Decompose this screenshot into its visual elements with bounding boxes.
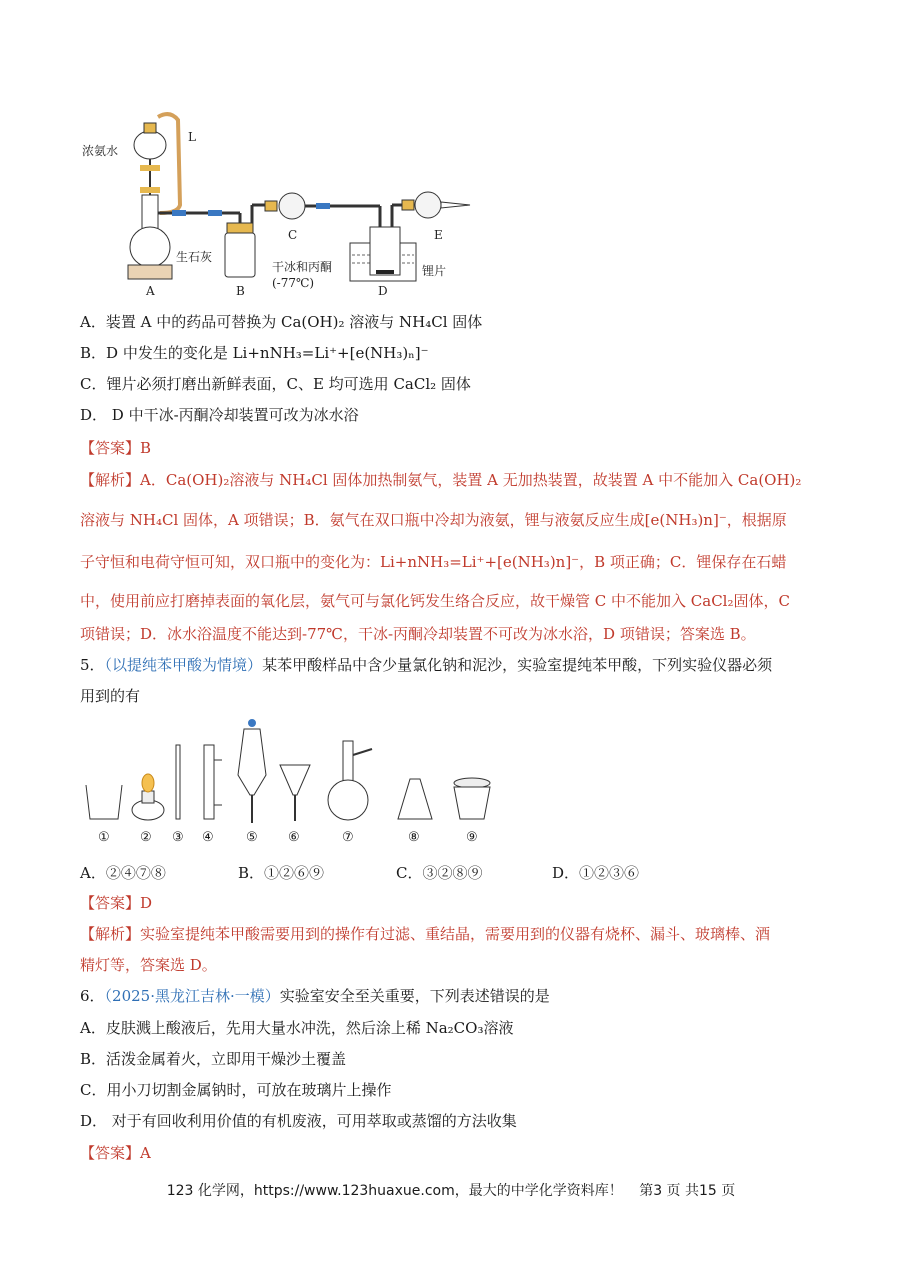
q4-option-d: D． D 中干冰-丙酮冷却装置可改为冰水浴 xyxy=(80,406,359,424)
label-L: L xyxy=(188,130,196,144)
q5-analysis-1: 【解析】实验室提纯苯甲酸需要用到的操作有过滤、重结晶，需要用到的仪器有烧杯、漏斗、玻璃棒、酒 xyxy=(80,925,771,943)
label-D: D xyxy=(378,284,388,298)
q6-option-b: B．活泼金属着火，立即用干燥沙土覆盖 xyxy=(80,1050,347,1068)
q5-option-d: D．①②③⑥ xyxy=(552,864,640,882)
q5-number: 5． xyxy=(80,656,105,674)
footer-site: 123 化学网，https://www.123huaxue.com，最大的中学化学资料库！ xyxy=(166,1183,623,1199)
instrument-number: ⑤ xyxy=(246,830,258,845)
q4-analysis-5: 项错误；D．冰水浴温度不能达到-77℃，干冰-丙酮冷却装置不可改为冰水浴，D 项错误；答案选 B。 xyxy=(80,625,756,643)
q5-stem-1: 5．（以提纯苯甲酸为情境）某苯甲酸样品中含少量氯化钠和泥沙，实验室提纯苯甲酸，下列实验仪器必须 xyxy=(80,656,773,674)
instrument-number: ⑨ xyxy=(466,830,478,845)
q4-analysis-1: 【解析】A．Ca(OH)₂溶液与 NH₄Cl 固体加热制氨气，装置 A 无加热装置，故装置 A 中不能加入 Ca(OH)₂ xyxy=(80,471,802,489)
label-A: A xyxy=(146,284,155,298)
instrument-number: ⑧ xyxy=(408,830,420,845)
instrument-number: ⑦ xyxy=(342,830,354,845)
q6-option-d: D． 对于有回收利用价值的有机废液，可用萃取或蒸馏的方法收集 xyxy=(80,1112,517,1130)
q6-stem: 6．（2025·黑龙江吉林·一模）实验室安全至关重要，下列表述错误的是 xyxy=(80,987,550,1005)
instrument-number: ② xyxy=(140,830,152,845)
q6-option-a: A．皮肤溅上酸液后，先用大量水冲洗，然后涂上稀 Na₂CO₃溶液 xyxy=(80,1019,514,1037)
q4-option-a: A．装置 A 中的药品可替换为 Ca(OH)₂ 溶液与 NH₄Cl 固体 xyxy=(80,313,483,331)
q4-option-b: B．D 中发生的变化是 Li+nNH₃=Li⁺+[e(NH₃)ₙ]⁻ xyxy=(80,344,429,362)
instrument-number: ⑥ xyxy=(288,830,300,845)
q4-option-c: C．锂片必须打磨出新鲜表面，C、E 均可选用 CaCl₂ 固体 xyxy=(80,375,471,393)
q4-analysis-4: 中，使用前应打磨掉表面的氧化层，氨气可与氯化钙发生络合反应，故干燥管 C 中不能加入 CaCl₂固体，C xyxy=(80,592,790,610)
q5-option-c: C．③②⑧⑨ xyxy=(396,864,483,882)
footer-page: 第3 页 共15 页 xyxy=(639,1183,736,1199)
q4-analysis-3: 子守恒和电荷守恒可知，双口瓶中的变化为：Li+nNH₃=Li⁺+[e(NH₃)n]⁻，B 项正确；C．锂保存在石蜡 xyxy=(80,553,787,571)
label-C: C xyxy=(288,228,298,242)
instrument-number: ① xyxy=(98,830,110,845)
q5-analysis-2: 精灯等，答案选 D。 xyxy=(80,956,217,974)
instrument-number: ④ xyxy=(202,830,214,845)
q6-option-c: C．用小刀切割金属钠时，可放在玻璃片上操作 xyxy=(80,1081,392,1099)
q6-answer: 【答案】A xyxy=(80,1144,151,1162)
q5-option-b: B．①②⑥⑨ xyxy=(238,864,325,882)
label-B: B xyxy=(236,284,245,298)
q4-answer: 【答案】B xyxy=(80,439,152,457)
q5-answer: 【答案】D xyxy=(80,894,153,912)
label-lithium: 锂片 xyxy=(422,264,447,278)
label-temp: (-77℃) xyxy=(272,276,315,290)
q6-number: 6． xyxy=(80,987,105,1005)
q5-context: （以提纯苯甲酸为情境） xyxy=(104,656,263,674)
q5-stem-2: 用到的有 xyxy=(80,687,141,705)
instruments-figure xyxy=(80,715,500,830)
label-quicklime: 生石灰 xyxy=(176,250,213,264)
page-footer xyxy=(0,1180,902,1200)
label-E: E xyxy=(434,228,443,242)
q6-context: （2025·黑龙江吉林·一模） xyxy=(104,987,280,1005)
label-ammonia: 浓氨水 xyxy=(82,144,119,158)
instrument-number: ③ xyxy=(172,830,184,845)
label-dry-ice: 干冰和丙酮 xyxy=(272,260,333,274)
apparatus-figure xyxy=(80,105,480,300)
q5-option-a: A．②④⑦⑧ xyxy=(80,864,166,882)
q4-analysis-2: 溶液与 NH₄Cl 固体，A 项错误；B．氨气在双口瓶中冷却为液氨，锂与液氨反应生成[e(NH₃)n]⁻，根据原 xyxy=(80,511,787,529)
